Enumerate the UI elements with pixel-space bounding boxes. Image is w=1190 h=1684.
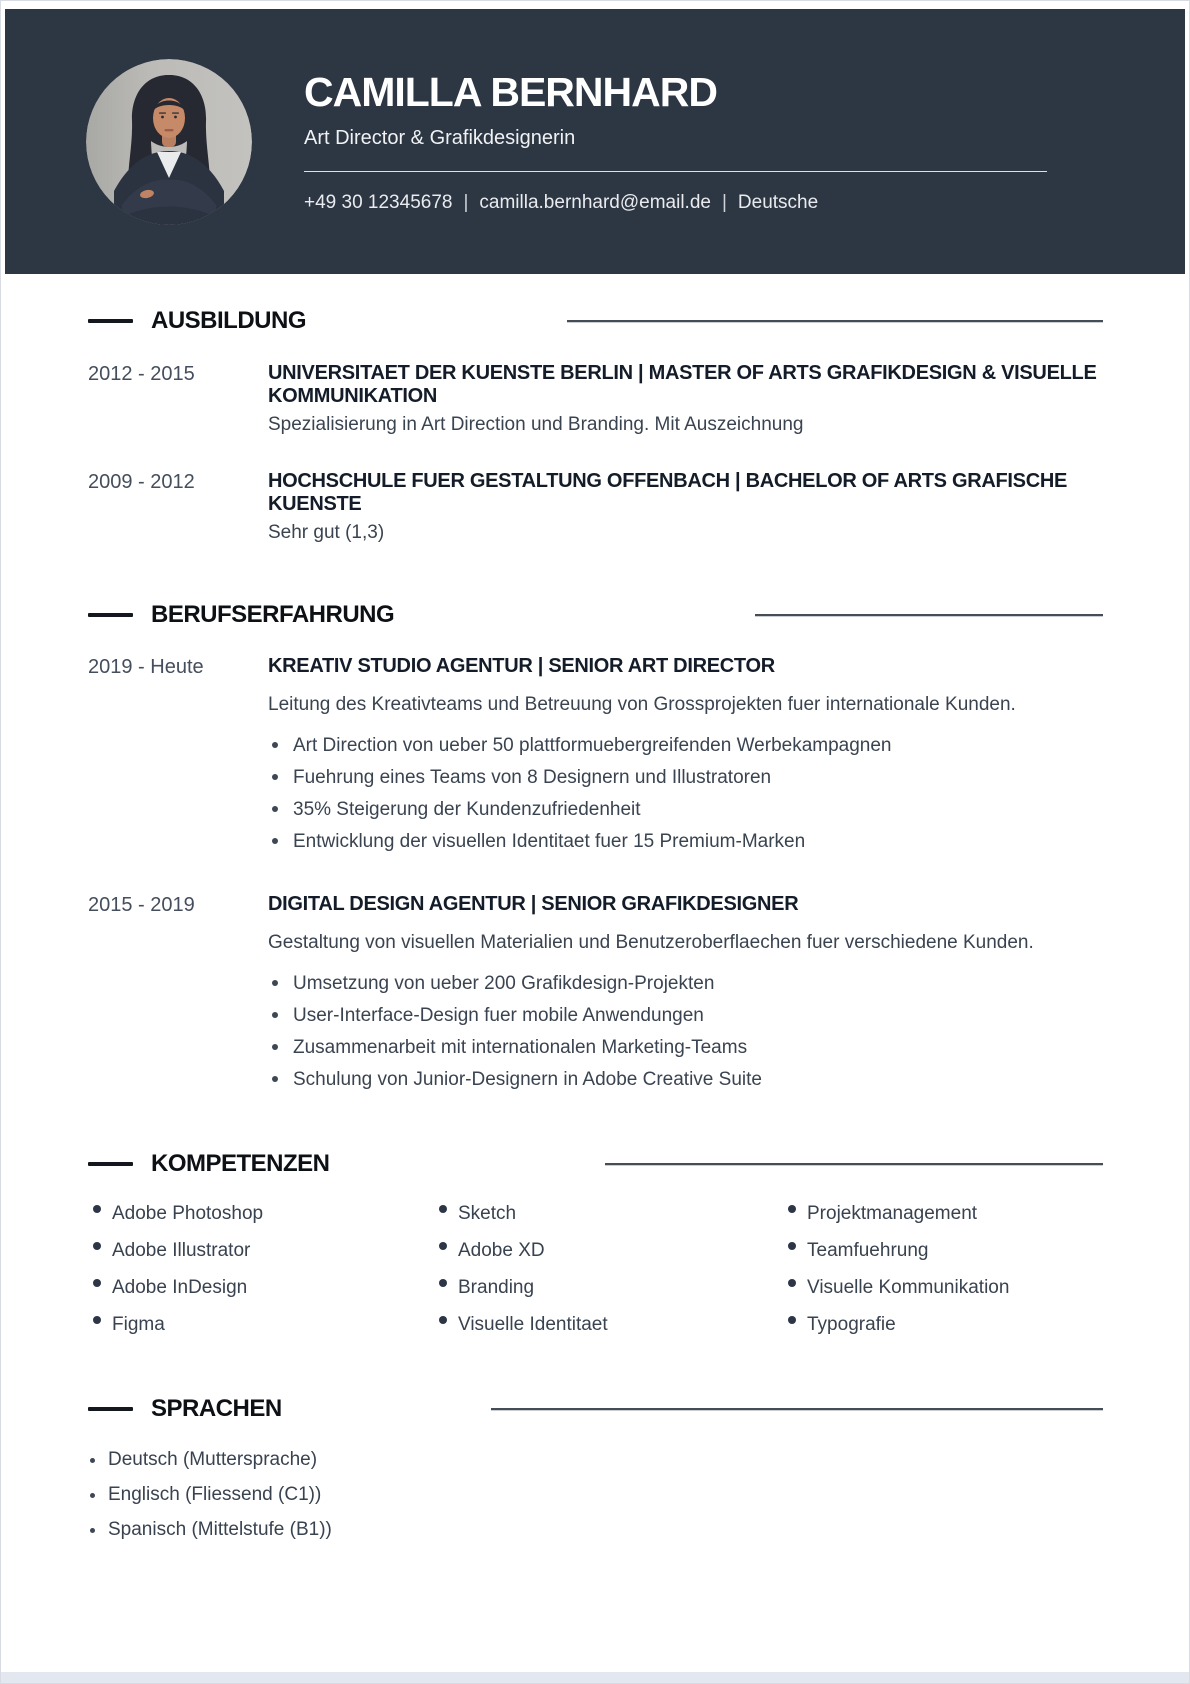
job-bullet-list bbox=[268, 973, 1103, 1091]
list-item: Fuehrung eines Teams von 8 Designern und Illustratoren bbox=[268, 767, 1103, 789]
section-title: SPRACHEN bbox=[151, 1395, 282, 1422]
entry-dates: 2009 - 2012 bbox=[88, 471, 195, 493]
bullet-icon bbox=[93, 1242, 101, 1250]
skill-item: Visuelle Identitaet bbox=[439, 1314, 788, 1336]
section-languages-heading bbox=[88, 1394, 1103, 1424]
section-title: AUSBILDUNG bbox=[151, 307, 306, 334]
education-subtitle: Sehr gut (1,3) bbox=[268, 522, 385, 543]
bullet-icon bbox=[788, 1242, 796, 1250]
phone-number: +49 30 12345678 bbox=[304, 191, 453, 213]
bullet-icon bbox=[272, 980, 278, 986]
bullet-icon bbox=[93, 1316, 101, 1324]
skill-item: Adobe Photoshop bbox=[93, 1203, 439, 1225]
job-description: Gestaltung von visuellen Materialien und Benutzeroberflaechen fuer verschiedene Kunden. bbox=[268, 932, 1034, 953]
skills-grid bbox=[88, 1203, 1103, 1336]
education-subtitle: Spezialisierung in Art Direction und Branding. Mit Auszeichnung bbox=[268, 414, 804, 435]
email-address: camilla.bernhard@email.de bbox=[479, 191, 711, 213]
bullet-icon bbox=[439, 1205, 447, 1213]
profile-photo bbox=[86, 59, 252, 225]
bullet-icon bbox=[272, 774, 278, 780]
list-item: Art Direction von ueber 50 plattformuebergreifenden Werbekampagnen bbox=[268, 735, 1103, 757]
skill-item: Branding bbox=[439, 1277, 788, 1299]
section-experience-heading bbox=[88, 600, 1103, 630]
section-rule bbox=[755, 614, 1103, 616]
bullet-icon bbox=[788, 1205, 796, 1213]
section-education-heading bbox=[88, 306, 1103, 336]
contact-separator: | bbox=[463, 191, 469, 213]
bullet-icon bbox=[272, 1044, 278, 1050]
entry-dates: 2015 - 2019 bbox=[88, 894, 195, 916]
list-item: Schulung von Junior-Designern in Adobe Creative Suite bbox=[268, 1069, 1103, 1091]
section-dash-icon bbox=[88, 1407, 133, 1411]
section-rule bbox=[605, 1163, 1103, 1165]
bullet-icon bbox=[439, 1242, 447, 1250]
section-rule bbox=[567, 320, 1103, 322]
section-dash-icon bbox=[88, 613, 133, 617]
nationality: Deutsche bbox=[737, 191, 819, 213]
list-item: 35% Steigerung der Kundenzufriedenheit bbox=[268, 799, 1103, 821]
resume-body bbox=[1, 274, 1189, 1541]
experience-entry bbox=[88, 893, 1103, 1091]
bullet-icon bbox=[272, 838, 278, 844]
bullet-icon bbox=[272, 742, 278, 748]
skill-item: Teamfuehrung bbox=[788, 1240, 1103, 1262]
bullet-icon bbox=[788, 1316, 796, 1324]
skill-item: Sketch bbox=[439, 1203, 788, 1225]
experience-entry bbox=[88, 655, 1103, 853]
contact-line bbox=[304, 192, 1047, 214]
job-title: Art Director & Grafikdesignerin bbox=[304, 126, 576, 149]
education-entry bbox=[88, 362, 1103, 436]
language-item: Deutsch (Muttersprache) bbox=[90, 1449, 1103, 1471]
education-title: HOCHSCHULE FUER GESTALTUNG OFFENBACH | BACHELOR OF ARTS GRAFISCHE KUENSTE bbox=[268, 470, 1068, 515]
job-title-line: DIGITAL DESIGN AGENTUR | SENIOR GRAFIKDESIGNER bbox=[268, 893, 799, 915]
language-item: Spanisch (Mittelstufe (B1)) bbox=[90, 1519, 1103, 1541]
header-divider bbox=[304, 171, 1047, 172]
bullet-icon bbox=[439, 1279, 447, 1287]
language-list bbox=[88, 1449, 1103, 1541]
list-item: User-Interface-Design fuer mobile Anwendungen bbox=[268, 1005, 1103, 1027]
bullet-icon bbox=[788, 1279, 796, 1287]
skill-item: Visuelle Kommunikation bbox=[788, 1277, 1103, 1299]
bullet-icon bbox=[93, 1279, 101, 1287]
bullet-icon bbox=[90, 1528, 95, 1533]
section-title: BERUFSERFAHRUNG bbox=[151, 601, 395, 628]
skill-item: Adobe XD bbox=[439, 1240, 788, 1262]
section-skills-heading bbox=[88, 1149, 1103, 1179]
education-entry bbox=[88, 470, 1103, 544]
job-title-line: KREATIV STUDIO AGENTUR | SENIOR ART DIRECTOR bbox=[268, 655, 775, 677]
bullet-icon bbox=[90, 1458, 95, 1463]
page-bottom-edge bbox=[1, 1672, 1189, 1683]
skill-item: Projektmanagement bbox=[788, 1203, 1103, 1225]
job-description: Leitung des Kreativteams und Betreuung von Grossprojekten fuer internationale Kunden. bbox=[268, 694, 1016, 715]
section-rule bbox=[491, 1408, 1103, 1410]
bullet-icon bbox=[272, 1012, 278, 1018]
bullet-icon bbox=[93, 1205, 101, 1213]
skill-item: Adobe Illustrator bbox=[93, 1240, 439, 1262]
section-dash-icon bbox=[88, 319, 133, 323]
language-item: Englisch (Fliessend (C1)) bbox=[90, 1484, 1103, 1506]
bullet-icon bbox=[439, 1316, 447, 1324]
skill-item: Typografie bbox=[788, 1314, 1103, 1336]
section-title: KOMPETENZEN bbox=[151, 1150, 330, 1177]
entry-dates: 2019 - Heute bbox=[88, 656, 204, 678]
skill-item: Figma bbox=[93, 1314, 439, 1336]
header-text bbox=[304, 70, 1047, 214]
list-item: Zusammenarbeit mit internationalen Marketing-Teams bbox=[268, 1037, 1103, 1059]
portrait-photo-illustration bbox=[86, 59, 252, 225]
contact-separator: | bbox=[721, 191, 727, 213]
entry-dates: 2012 - 2015 bbox=[88, 363, 195, 385]
person-name: CAMILLA BERNHARD bbox=[304, 68, 717, 115]
list-item: Umsetzung von ueber 200 Grafikdesign-Projekten bbox=[268, 973, 1103, 995]
bullet-icon bbox=[272, 1076, 278, 1082]
bullet-icon bbox=[272, 806, 278, 812]
bullet-icon bbox=[90, 1493, 95, 1498]
education-title: UNIVERSITAET DER KUENSTE BERLIN | MASTER OF ARTS GRAFIKDESIGN & VISUELLE KOMMUNIKATION bbox=[268, 362, 1097, 407]
section-dash-icon bbox=[88, 1162, 133, 1166]
header bbox=[5, 9, 1185, 274]
list-item: Entwicklung der visuellen Identitaet fuer 15 Premium-Marken bbox=[268, 831, 1103, 853]
job-bullet-list bbox=[268, 735, 1103, 853]
skill-item: Adobe InDesign bbox=[93, 1277, 439, 1299]
